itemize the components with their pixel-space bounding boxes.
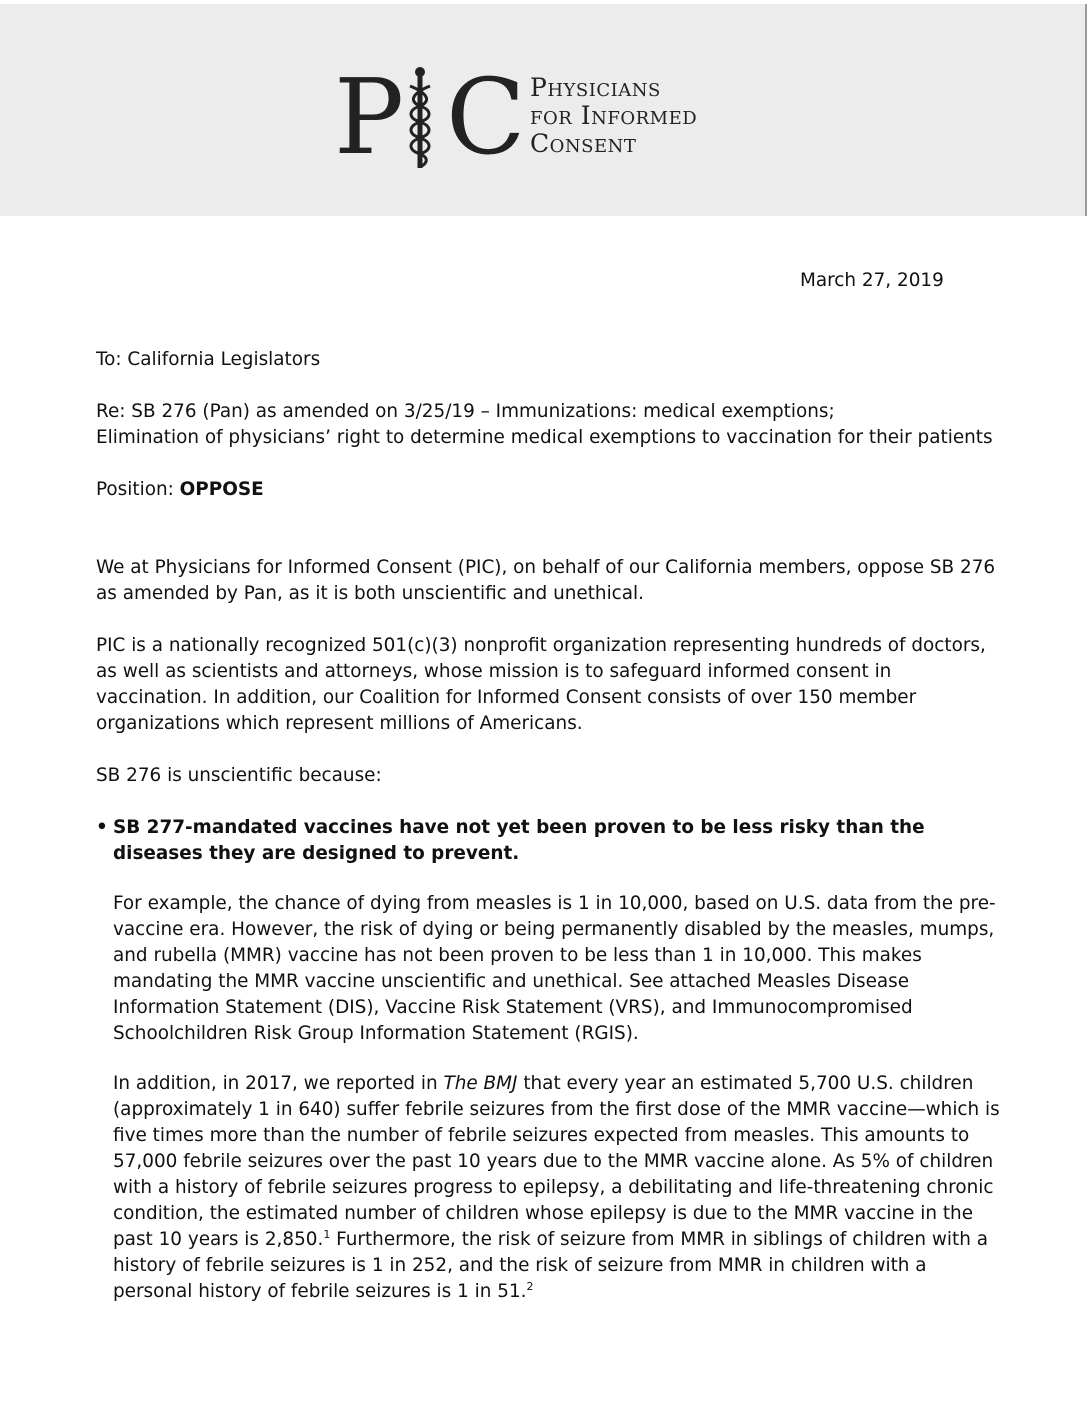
letter-date: March 27, 2019: [800, 270, 944, 291]
febrile-seizure-paragraph: [113, 1071, 1003, 1305]
about-pic-paragraph: PIC is a nationally recognized 501(c)(3) nonprofit organization representing hundreds of doctors, as well as scientists and attorneys, whose mission is to safeguard informed consent in vaccination. In addition, our Coalition for Informed Consent consists of over 150 member organizations which represent millions of Americans.: [96, 635, 986, 734]
recipient-line: To: California Legislators: [96, 349, 321, 370]
bullet-heading: SB 277-mandated vaccines have not yet been proven to be less risky than the diseases they are designed to prevent.: [113, 817, 925, 864]
logo-letter-p: P: [334, 56, 402, 178]
footnote-ref-1: 1: [323, 1227, 331, 1241]
logo-wordmark: [530, 74, 697, 158]
bullet-marker: •: [96, 817, 108, 838]
position-line: [96, 477, 264, 503]
pic-logo: [334, 56, 734, 178]
subject-line-1: Re: SB 276 (Pan) as amended on 3/25/19 – Immunizations: medical exemptions;: [96, 401, 835, 422]
logo-word-consent: Consent: [530, 129, 637, 158]
logo-word-physicians: Physicians: [530, 73, 661, 102]
position-label: Position:: [96, 479, 180, 500]
letterhead-band: [0, 4, 1087, 216]
subject-line-2: Elimination of physicians’ right to determine medical exemptions to vaccination for their patients: [96, 427, 993, 448]
reasons-lead-in: SB 276 is unscientific because:: [96, 765, 382, 786]
para5-text-a: In addition, in 2017, we reported in: [113, 1073, 444, 1094]
journal-name: The BMJ: [443, 1073, 518, 1094]
para5-text-b: that every year an estimated 5,700 U.S. children (approximately 1 in 640) suffer febrile seizures from the first dose of the MMR vaccine—which is five times more than the number of febrile seizures expected from measles. This amounts to 57,000 febrile seizures over the past 10 years due to the MMR vaccine alone. As 5% of children with a history of febrile seizures progress to epilepsy, a debilitating and life-threatening chronic condition, the estimated number of children whose epilepsy is due to the MMR vaccine in the past 10 years is 2,850.: [113, 1073, 1000, 1250]
logo-word-for-informed: for Informed: [530, 101, 698, 130]
footnote-ref-2: 2: [526, 1279, 534, 1293]
para5-text-c: Furthermore, the risk of seizure from MMR in siblings of children with a history of febrile seizures is 1 in 252, and the risk of seizure from MMR in children with a personal history of febrile seizures is 1 in 51.: [113, 1229, 988, 1302]
intro-paragraph: We at Physicians for Informed Consent (PIC), on behalf of our California members, oppose SB 276 as amended by Pan, as it is both unscientific and unethical.: [96, 557, 996, 604]
caduceus-icon: [400, 66, 440, 170]
measles-risk-paragraph: For example, the chance of dying from measles is 1 in 10,000, based on U.S. data from the pre-vaccine era. However, the risk of dying or being permanently disabled by the measles, mumps, and rubella (MMR) vaccine has not been proven to be less than 1 in 10,000. This makes mandating the MMR vaccine unscientific and unethical. See attached Measles Disease Information Statement (DIS), Vaccine Risk Statement (VRS), and Immunocompromised Schoolchildren Risk Group Information Statement (RGIS).: [113, 893, 996, 1044]
logo-letter-c: C: [445, 56, 524, 178]
position-value: OPPOSE: [179, 479, 264, 500]
